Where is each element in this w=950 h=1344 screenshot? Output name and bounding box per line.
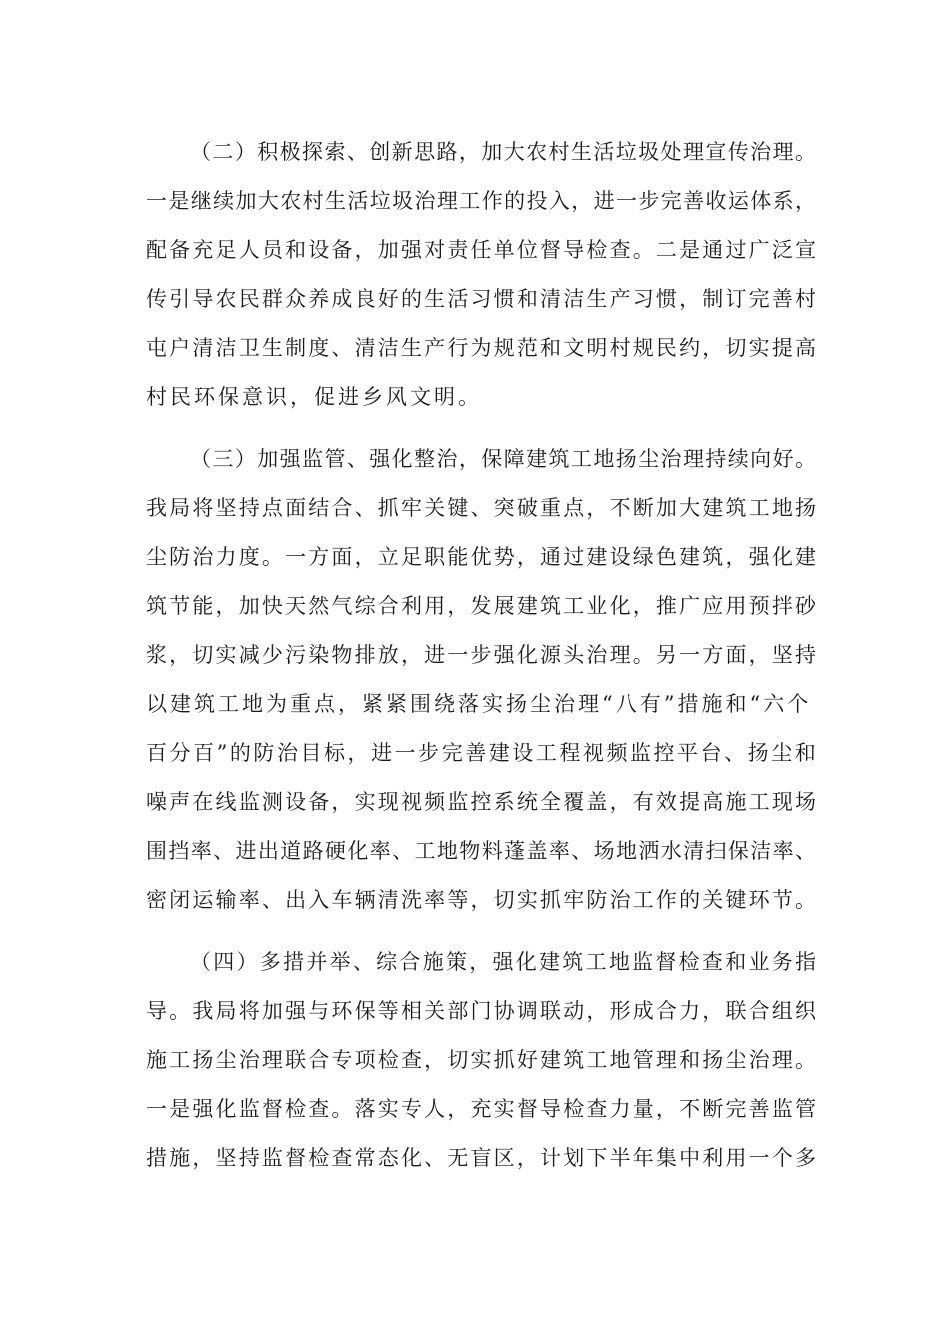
paragraph-line: 筑节能，加快天然气综合利用，发展建筑工业化，推广应用预拌砂 <box>146 594 819 618</box>
paragraph-line: 尘防治力度。一方面，立足职能优势，通过建设绿色建筑，强化建 <box>146 545 819 569</box>
paragraph-line: 配备充足人员和设备，加强对责任单位督导检查。二是通过广泛宣 <box>146 238 819 262</box>
paragraph-line: 围挡率、进出道路硬化率、工地物料蓬盖率、场地洒水清扫保洁率、 <box>146 839 818 863</box>
paragraph-line: 措施，坚持监督检查常态化、无盲区，计划下半年集中利用一个多 <box>146 1146 819 1170</box>
paragraph-line: （四）多措并举、综合施策，强化建筑工地监督检查和业务指 <box>190 950 819 974</box>
paragraph-line: 我局将坚持点面结合、抓牢关键、突破重点，不断加大建筑工地扬 <box>146 496 819 520</box>
paragraph-line: 一是继续加大农村生活垃圾治理工作的投入，进一步完善收运体系， <box>146 189 818 213</box>
paragraph-line: （三）加强监管、强化整治，保障建筑工地扬尘治理持续向好。 <box>190 447 818 471</box>
paragraph-line: 施工扬尘治理联合专项检查，切实抓好建筑工地管理和扬尘治理。 <box>146 1048 819 1072</box>
paragraph-line: 屯户清洁卫生制度、清洁生产行为规范和文明村规民约，切实提高 <box>146 336 819 360</box>
paragraph-line: （二）积极探索、创新思路，加大农村生活垃圾处理宣传治理。 <box>190 140 818 164</box>
paragraph-line: 噪声在线监测设备，实现视频监控系统全覆盖，有效提高施工现场 <box>146 790 819 814</box>
paragraph-line: 浆，切实减少污染物排放，进一步强化源头治理。另一方面，坚持 <box>146 643 819 667</box>
paragraph-line: 百分百”的防治目标，进一步完善建设工程视频监控平台、扬尘和 <box>146 741 819 765</box>
paragraph-line: 导。我局将加强与环保等相关部门协调联动，形成合力，联合组织 <box>146 999 819 1023</box>
paragraph-line: 传引导农民群众养成良好的生活习惯和清洁生产习惯，制订完善村 <box>146 287 819 311</box>
paragraph-line: 一是强化监督检查。落实专人，充实督导检查力量，不断完善监管 <box>146 1097 819 1121</box>
paragraph-line: 密闭运输率、出入车辆清洗率等，切实抓牢防治工作的关键环节。 <box>146 888 819 912</box>
paragraph-line: 以建筑工地为重点，紧紧围绕落实扬尘治理“八有”措施和“六个 <box>146 692 812 716</box>
paragraph-line: 村民环保意识，促进乡风文明。 <box>146 385 482 409</box>
